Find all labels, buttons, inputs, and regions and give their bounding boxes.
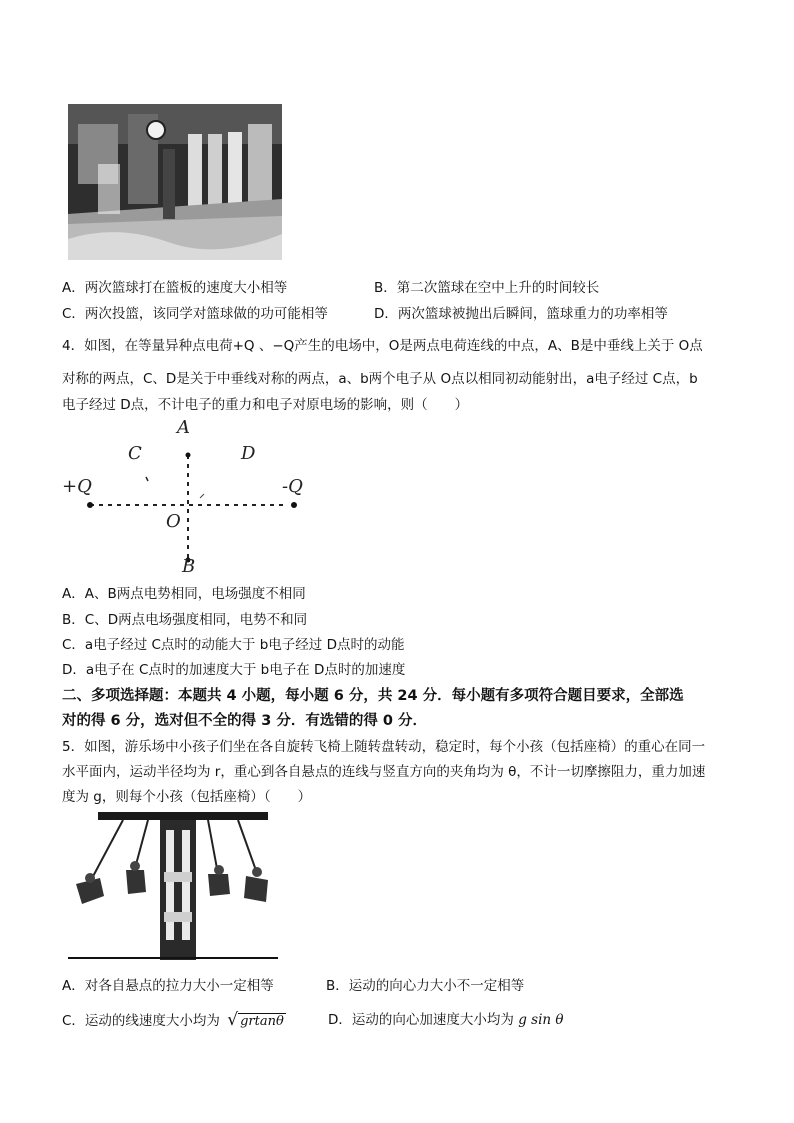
q3-option-b: B．第二次篮球在空中上升的时间较长	[374, 280, 600, 296]
section2-heading-line2: 对的得 6 分，选对但不全的得 3 分．有选错的得 0 分．	[62, 713, 428, 729]
q5-option-c-prefix: C．运动的线速度大小均为	[62, 1013, 220, 1029]
swing-ride-art	[68, 812, 278, 960]
q5-option-d	[328, 1010, 564, 1030]
q4-option-c: C．a电子经过 C点时的动能大于 b电子经过 D点时的动能	[62, 637, 405, 653]
q5-option-a: A．对各自悬点的拉力大小一定相等	[62, 978, 274, 994]
q4-option-d: D．a电子在 C点时的加速度大于 b电子在 D点时的加速度	[62, 662, 406, 678]
q3-option-a: A．两次篮球打在篮板的速度大小相等	[62, 280, 288, 296]
section2-heading-line1: 二、多项选择题：本题共 4 小题，每小题 6 分，共 24 分．每小题有多项符合题目要求，全部选	[62, 688, 684, 704]
swing-ride-figure	[68, 812, 278, 960]
center-mark	[200, 494, 204, 498]
label-a: A	[177, 417, 190, 438]
basketball-photo	[68, 104, 282, 260]
q5-option-c	[62, 1010, 286, 1032]
q3-option-c: C．两次投篮，该同学对篮球做的功可能相等	[62, 306, 328, 322]
label-o: O	[166, 511, 181, 532]
sqrt-radicand: grtanθ	[240, 1014, 284, 1029]
label-minus-q: -Q	[282, 476, 303, 497]
q4-diagram	[60, 417, 330, 585]
sqrt-expression	[227, 1010, 286, 1032]
q5-option-b: B．运动的向心力大小不一定相等	[326, 978, 525, 994]
label-d: D	[241, 443, 256, 464]
q5-option-d-prefix: D．运动的向心加速度大小均为	[328, 1012, 514, 1028]
q4-stem-line2: 对称的两点，C、D是关于中垂线对称的两点，a、b两个电子从 O点以相同初动能射出，a电子经过 C点，b	[62, 371, 698, 387]
q5-option-d-math: g sin θ	[518, 1012, 564, 1028]
q5-stem-line1: 5．如图，游乐场中小孩子们坐在各自旋转飞椅上随转盘转动，稳定时，每个小孩（包括座椅）的重心在同一	[62, 739, 706, 755]
q5-stem-line3: 度为 g，则每个小孩（包括座椅）（ ）	[62, 789, 312, 805]
sqrt-icon: √	[227, 1010, 239, 1030]
label-plus-q: +Q	[62, 476, 92, 497]
q4-option-b: B．C、D两点电场强度相同，电势不和同	[62, 612, 308, 628]
plus-q-dot	[87, 502, 93, 508]
label-b: B	[182, 556, 196, 577]
q4-stem-line1: 4．如图，在等量异种点电荷+Q 、−Q产生的电场中，O是两点电荷连线的中点，A、B是中垂线上关于 O点	[62, 338, 703, 354]
q4-option-a: A．A、B两点电势相同，电场强度不相同	[62, 586, 306, 602]
minus-q-dot	[291, 502, 297, 508]
label-c: C	[128, 443, 142, 464]
q5-stem-line2: 水平面内，运动半径均为 r，重心到各自悬点的连线与竖直方向的夹角均为 θ，不计一切摩擦阻力，重力加速	[62, 764, 706, 780]
point-a-dot	[186, 453, 191, 458]
basketball-photo-art	[68, 104, 282, 260]
point-c-mark	[146, 477, 148, 481]
q4-stem-line3: 电子经过 D点，不计电子的重力和电子对原电场的影响，则（ ）	[62, 397, 469, 413]
q3-option-d: D．两次篮球被抛出后瞬间，篮球重力的功率相等	[374, 306, 668, 322]
